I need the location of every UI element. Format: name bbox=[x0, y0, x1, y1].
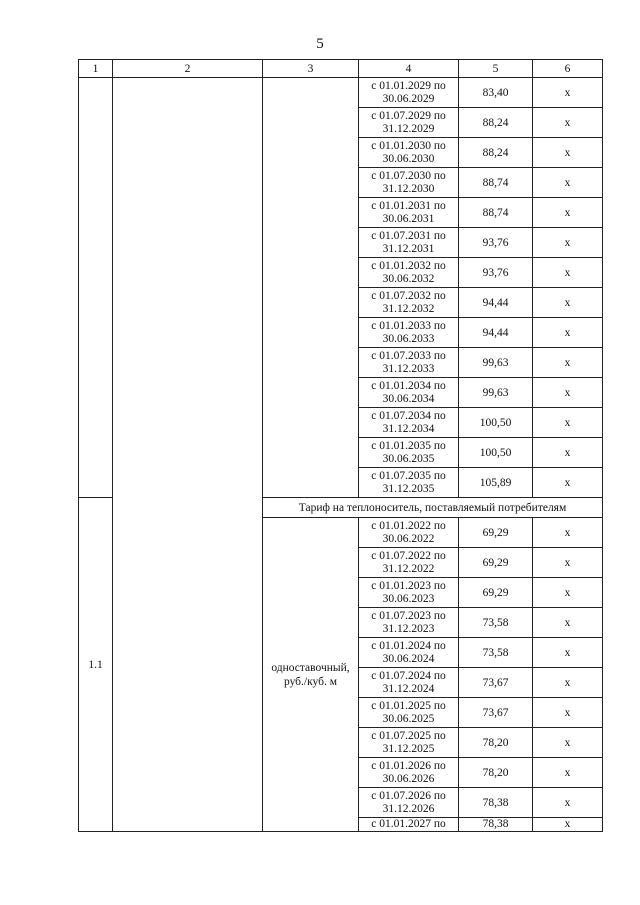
tariff-value: 99,63 bbox=[459, 378, 533, 408]
tariff-value: 69,29 bbox=[459, 548, 533, 578]
period-to: 31.12.2032 bbox=[382, 302, 435, 315]
tariff-value: 78,38 bbox=[459, 788, 533, 818]
column-6-mark: х bbox=[533, 788, 603, 818]
period-from: с 01.01.2033 по bbox=[371, 319, 446, 332]
tariff-value: 94,44 bbox=[459, 288, 533, 318]
column-6-mark: х bbox=[533, 728, 603, 758]
period-from: с 01.01.2035 по bbox=[371, 439, 446, 452]
tariff-value: 78,20 bbox=[459, 728, 533, 758]
period-cell bbox=[359, 578, 459, 608]
column-3-blank bbox=[263, 78, 359, 498]
period-to: 30.06.2033 bbox=[382, 332, 435, 345]
column-6-mark: х bbox=[533, 468, 603, 498]
period-from: с 01.01.2026 по bbox=[371, 759, 446, 772]
tariff-value: 73,58 bbox=[459, 608, 533, 638]
tariff-row bbox=[79, 78, 603, 108]
column-6-mark: х bbox=[533, 348, 603, 378]
period-from: с 01.07.2022 по bbox=[371, 549, 446, 562]
period-cell bbox=[359, 668, 459, 698]
period-to: 30.06.2034 bbox=[382, 392, 435, 405]
period-cell bbox=[359, 378, 459, 408]
column-6-mark: х bbox=[533, 638, 603, 668]
period-from: с 01.07.2031 по bbox=[371, 229, 446, 242]
period-from: с 01.07.2025 по bbox=[371, 729, 446, 742]
tariff-value: 99,63 bbox=[459, 348, 533, 378]
period-cell bbox=[359, 408, 459, 438]
period-cell bbox=[359, 728, 459, 758]
column-6-mark: х bbox=[533, 548, 603, 578]
period-cell bbox=[359, 638, 459, 668]
tariff-value: 73,67 bbox=[459, 668, 533, 698]
column-6-mark: х bbox=[533, 578, 603, 608]
tariff-value: 83,40 bbox=[459, 78, 533, 108]
period-cell bbox=[359, 468, 459, 498]
tariff-unit: одноставочный, руб./куб. м bbox=[263, 518, 359, 832]
period-from: с 01.01.2023 по bbox=[371, 579, 446, 592]
period-from: с 01.07.2034 по bbox=[371, 409, 446, 422]
period-from: с 01.07.2032 по bbox=[371, 289, 446, 302]
period-to: 31.12.2034 bbox=[382, 422, 435, 435]
tariff-value: 105,89 bbox=[459, 468, 533, 498]
period-to: 30.06.2023 bbox=[382, 592, 435, 605]
period-from: с 01.01.2030 по bbox=[371, 139, 446, 152]
period-cell bbox=[359, 788, 459, 818]
tariff-value: 69,29 bbox=[459, 578, 533, 608]
tariff-value: 78,38 bbox=[459, 818, 533, 832]
tariff-value: 78,20 bbox=[459, 758, 533, 788]
period-cell bbox=[359, 348, 459, 378]
column-6-mark: х bbox=[533, 438, 603, 468]
column-header: 5 bbox=[459, 60, 533, 78]
section-title: Тариф на теплоноситель, поставляемый потребителям bbox=[263, 498, 603, 518]
column-6-mark: х bbox=[533, 818, 603, 832]
tariff-value: 93,76 bbox=[459, 228, 533, 258]
period-to: 30.06.2025 bbox=[382, 712, 435, 725]
column-6-mark: х bbox=[533, 758, 603, 788]
tariff-value: 88,74 bbox=[459, 198, 533, 228]
tariff-value: 73,67 bbox=[459, 698, 533, 728]
period-from: с 01.01.2025 по bbox=[371, 699, 446, 712]
column-6-mark: х bbox=[533, 108, 603, 138]
period-cell bbox=[359, 758, 459, 788]
period-from: с 01.01.2029 по bbox=[371, 79, 446, 92]
period-cell bbox=[359, 438, 459, 468]
period-to: 31.12.2031 bbox=[382, 242, 435, 255]
column-6-mark: х bbox=[533, 78, 603, 108]
period-to: 30.06.2031 bbox=[382, 212, 435, 225]
column-1-blank bbox=[79, 78, 113, 498]
tariff-value: 100,50 bbox=[459, 408, 533, 438]
column-6-mark: х bbox=[533, 288, 603, 318]
column-header: 6 bbox=[533, 60, 603, 78]
period-from: с 01.01.2032 по bbox=[371, 259, 446, 272]
period-to: 31.12.2030 bbox=[382, 182, 435, 195]
page-number: 5 bbox=[316, 36, 324, 52]
period-to: 31.12.2033 bbox=[382, 362, 435, 375]
period-from: с 01.07.2024 по bbox=[371, 669, 446, 682]
column-6-mark: х bbox=[533, 138, 603, 168]
tariff-table bbox=[78, 59, 603, 832]
column-6-mark: х bbox=[533, 668, 603, 698]
column-6-mark: х bbox=[533, 518, 603, 548]
period-from: с 01.07.2029 по bbox=[371, 109, 446, 122]
period-from: с 01.07.2026 по bbox=[371, 789, 446, 802]
period-from: с 01.01.2034 по bbox=[371, 379, 446, 392]
column-6-mark: х bbox=[533, 378, 603, 408]
period-cell bbox=[359, 78, 459, 108]
period-cell bbox=[359, 548, 459, 578]
period-to: 31.12.2029 bbox=[382, 122, 435, 135]
section-number: 1.1 bbox=[79, 498, 113, 832]
period-from: с 01.07.2030 по bbox=[371, 169, 446, 182]
tariff-value: 100,50 bbox=[459, 438, 533, 468]
tariff-table-body bbox=[79, 60, 603, 832]
column-header: 3 bbox=[263, 60, 359, 78]
period-cell bbox=[359, 168, 459, 198]
tariff-value: 94,44 bbox=[459, 318, 533, 348]
period-from: с 01.01.2022 по bbox=[371, 519, 446, 532]
period-from: с 01.07.2023 по bbox=[371, 609, 446, 622]
period-cell bbox=[359, 138, 459, 168]
tariff-value: 88,74 bbox=[459, 168, 533, 198]
period-cell bbox=[359, 258, 459, 288]
column-6-mark: х bbox=[533, 198, 603, 228]
column-6-mark: х bbox=[533, 258, 603, 288]
period-cell bbox=[359, 698, 459, 728]
column-number-row bbox=[79, 60, 603, 78]
column-header: 2 bbox=[113, 60, 263, 78]
column-6-mark: х bbox=[533, 698, 603, 728]
period-to: 30.06.2035 bbox=[382, 452, 435, 465]
period-to: 31.12.2024 bbox=[382, 682, 435, 695]
period-from: с 01.01.2024 по bbox=[371, 639, 446, 652]
period-to: 30.06.2022 bbox=[382, 532, 435, 545]
tariff-value: 73,58 bbox=[459, 638, 533, 668]
tariff-value: 93,76 bbox=[459, 258, 533, 288]
period-cell bbox=[359, 108, 459, 138]
period-to: 31.12.2026 bbox=[382, 802, 435, 815]
tariff-value: 88,24 bbox=[459, 108, 533, 138]
period-cell bbox=[359, 518, 459, 548]
column-header: 1 bbox=[79, 60, 113, 78]
period-to: 30.06.2032 bbox=[382, 272, 435, 285]
period-cell bbox=[359, 818, 459, 832]
period-cell bbox=[359, 288, 459, 318]
column-6-mark: х bbox=[533, 608, 603, 638]
column-6-mark: х bbox=[533, 168, 603, 198]
column-header: 4 bbox=[359, 60, 459, 78]
period-cell bbox=[359, 608, 459, 638]
period-to: 30.06.2029 bbox=[382, 92, 435, 105]
column-6-mark: х bbox=[533, 318, 603, 348]
period-cell bbox=[359, 318, 459, 348]
column-2-blank bbox=[113, 78, 263, 832]
period-cell bbox=[359, 228, 459, 258]
period-from: с 01.01.2031 по bbox=[371, 199, 446, 212]
period-from: с 01.01.2027 по bbox=[371, 818, 446, 830]
period-cell bbox=[359, 198, 459, 228]
period-to: 31.12.2025 bbox=[382, 742, 435, 755]
column-6-mark: х bbox=[533, 408, 603, 438]
column-6-mark: х bbox=[533, 228, 603, 258]
period-to: 31.12.2022 bbox=[382, 562, 435, 575]
tariff-value: 88,24 bbox=[459, 138, 533, 168]
period-to: 31.12.2035 bbox=[382, 482, 435, 495]
period-from: с 01.07.2035 по bbox=[371, 469, 446, 482]
period-to: 31.12.2023 bbox=[382, 622, 435, 635]
period-to: 30.06.2026 bbox=[382, 772, 435, 785]
period-to: 30.06.2024 bbox=[382, 652, 435, 665]
tariff-value: 69,29 bbox=[459, 518, 533, 548]
period-to: 30.06.2030 bbox=[382, 152, 435, 165]
period-from: с 01.07.2033 по bbox=[371, 349, 446, 362]
